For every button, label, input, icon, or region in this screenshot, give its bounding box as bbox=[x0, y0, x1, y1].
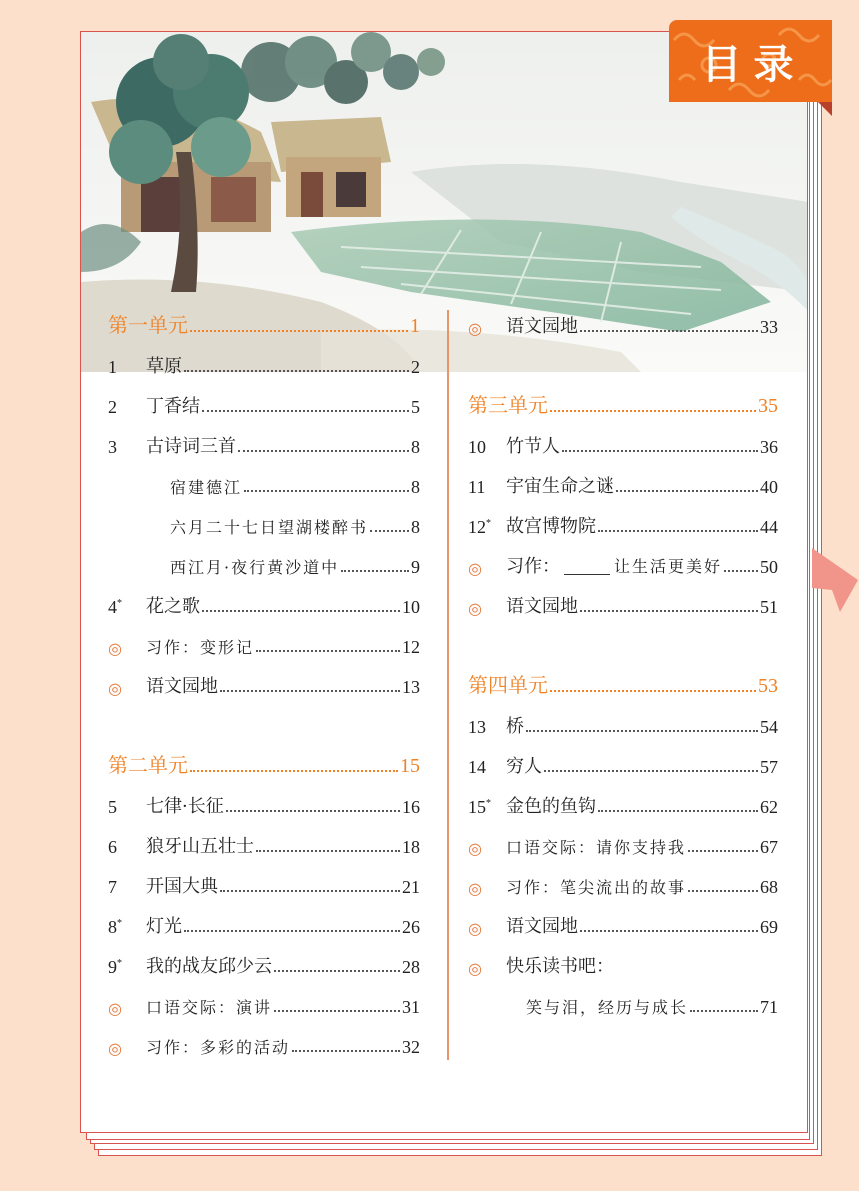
page-number: 1 bbox=[410, 315, 420, 337]
lesson-number bbox=[108, 917, 146, 938]
circle-mark-icon: ◎ bbox=[468, 879, 482, 898]
toc-header-tab bbox=[669, 20, 832, 102]
lesson-title: 穷人 bbox=[506, 756, 542, 777]
dot-leader bbox=[688, 890, 758, 892]
section-title: 口语交际：请你支持我 bbox=[506, 838, 687, 857]
toc-entry[interactable] bbox=[468, 512, 778, 538]
circle-mark-icon: ◎ bbox=[468, 599, 482, 618]
page-number: 13 bbox=[402, 677, 420, 697]
toc-entry[interactable] bbox=[468, 832, 778, 858]
dot-leader bbox=[256, 650, 400, 652]
hut bbox=[271, 117, 391, 217]
lesson-number-text: 11 bbox=[468, 477, 486, 497]
page-number: 68 bbox=[760, 877, 778, 897]
toc-entry[interactable] bbox=[108, 992, 420, 1018]
toc-entry[interactable] bbox=[108, 512, 420, 538]
optional-star: * bbox=[486, 798, 491, 809]
lesson-title: 开国大典 bbox=[146, 876, 218, 897]
lesson-title: 故宫博物院 bbox=[506, 516, 596, 537]
lesson-number-text: 4 bbox=[108, 597, 117, 617]
section-title bbox=[506, 552, 722, 578]
page-number: 5 bbox=[411, 397, 420, 417]
toc-entry[interactable] bbox=[108, 392, 420, 418]
lesson-title: 丁香结 bbox=[146, 396, 200, 417]
lesson-number-text: 13 bbox=[468, 717, 486, 737]
lesson-number bbox=[468, 797, 506, 818]
dot-leader bbox=[580, 610, 758, 612]
circle-mark-icon: ◎ bbox=[468, 839, 482, 858]
page-number: 69 bbox=[760, 917, 778, 937]
unit-title: 第二单元 bbox=[108, 753, 188, 777]
lesson-title: 桥 bbox=[506, 716, 524, 737]
page-number: 16 bbox=[402, 797, 420, 817]
dot-leader bbox=[220, 890, 400, 892]
optional-star: * bbox=[117, 958, 122, 969]
page-number: 9 bbox=[411, 557, 420, 577]
toc-entry[interactable] bbox=[108, 552, 420, 578]
lesson-number bbox=[108, 397, 146, 418]
section-title: 口语交际：演讲 bbox=[146, 998, 273, 1017]
lesson-number-text: 7 bbox=[108, 877, 117, 897]
lesson-title: 金色的鱼钩 bbox=[506, 796, 596, 817]
toc-entry[interactable] bbox=[108, 472, 420, 498]
dot-leader bbox=[244, 490, 409, 492]
page-number: 53 bbox=[758, 675, 778, 697]
lesson-title: 狼牙山五壮士 bbox=[146, 836, 254, 857]
toc-entry[interactable] bbox=[108, 632, 420, 658]
section-title: 语文园地 bbox=[146, 676, 218, 697]
page-number: 26 bbox=[402, 917, 420, 937]
page-number: 21 bbox=[402, 877, 420, 897]
page-number: 62 bbox=[760, 797, 778, 817]
toc-entry[interactable] bbox=[468, 792, 778, 818]
circle-mark-icon: ◎ bbox=[468, 319, 482, 338]
lesson-number bbox=[108, 437, 146, 458]
toc-entry[interactable] bbox=[108, 432, 420, 458]
tab-fold bbox=[818, 102, 832, 116]
section-title-suffix: 让生活更美好 bbox=[614, 557, 723, 576]
section-title: 语文园地 bbox=[506, 916, 578, 937]
lesson-number bbox=[108, 357, 146, 378]
unit-heading[interactable] bbox=[468, 672, 778, 698]
section-title: 习作：变形记 bbox=[146, 638, 255, 657]
page-number: 31 bbox=[402, 997, 420, 1017]
toc-entry[interactable] bbox=[108, 952, 420, 978]
lesson-number-text: 14 bbox=[468, 757, 486, 777]
section-title: 快乐读书吧： bbox=[506, 956, 614, 977]
unit-heading[interactable] bbox=[468, 392, 778, 418]
page-number: 54 bbox=[760, 717, 778, 737]
lesson-number-text: 5 bbox=[108, 797, 117, 817]
dot-leader bbox=[190, 770, 398, 772]
sub-title: 笑与泪，经历与成长 bbox=[526, 998, 689, 1017]
toc-entry[interactable] bbox=[468, 752, 778, 778]
lesson-title: 宇宙生命之谜 bbox=[506, 476, 614, 497]
dot-leader bbox=[190, 330, 408, 332]
optional-star: * bbox=[117, 918, 122, 929]
lesson-number-text: 12 bbox=[468, 517, 486, 537]
lesson-number bbox=[468, 717, 506, 738]
circle-mark-icon: ◎ bbox=[108, 679, 122, 698]
dot-leader bbox=[598, 530, 758, 532]
lesson-number-text: 2 bbox=[108, 397, 117, 417]
dot-leader bbox=[580, 930, 758, 932]
page-number: 8 bbox=[411, 517, 420, 537]
unit-heading[interactable] bbox=[108, 752, 420, 778]
section-title: 习作：多彩的活动 bbox=[146, 1038, 291, 1057]
lesson-number bbox=[108, 597, 146, 618]
sub-title: 宿建德江 bbox=[170, 478, 243, 497]
lesson-title: 草原 bbox=[146, 356, 182, 377]
optional-star: * bbox=[117, 598, 122, 609]
section-title: 语文园地 bbox=[506, 596, 578, 617]
page-number: 32 bbox=[402, 1037, 420, 1057]
toc-entry[interactable] bbox=[468, 432, 778, 458]
lesson-title: 我的战友邱少云 bbox=[146, 956, 272, 977]
dot-leader bbox=[292, 1050, 400, 1052]
lesson-number-text: 15 bbox=[468, 797, 486, 817]
page-number: 15 bbox=[400, 755, 420, 777]
page-number: 10 bbox=[402, 597, 420, 617]
circle-mark-icon: ◎ bbox=[108, 1039, 122, 1058]
page-number: 51 bbox=[760, 597, 778, 617]
dot-leader bbox=[688, 850, 758, 852]
dot-leader bbox=[238, 450, 409, 452]
dot-leader bbox=[226, 810, 400, 812]
lesson-number bbox=[468, 477, 506, 498]
sub-title: 六月二十七日望湖楼醉书 bbox=[170, 518, 369, 537]
dot-leader bbox=[562, 450, 758, 452]
page-number: 8 bbox=[411, 437, 420, 457]
lesson-number bbox=[108, 957, 146, 978]
lesson-number bbox=[468, 437, 506, 458]
circle-mark-icon: ◎ bbox=[468, 559, 482, 578]
dot-leader bbox=[184, 370, 409, 372]
toc-entry[interactable] bbox=[468, 712, 778, 738]
section-title: 语文园地 bbox=[506, 316, 578, 337]
page-number: 33 bbox=[760, 317, 778, 337]
lesson-number bbox=[468, 757, 506, 778]
dot-leader bbox=[202, 610, 400, 612]
page-edge-tab bbox=[810, 548, 859, 612]
toc-entry[interactable] bbox=[108, 1032, 420, 1058]
dot-leader bbox=[550, 690, 756, 692]
page-number: 2 bbox=[411, 357, 420, 377]
page-number: 40 bbox=[760, 477, 778, 497]
toc-entry[interactable] bbox=[468, 872, 778, 898]
dot-leader bbox=[274, 970, 400, 972]
toc-entry[interactable] bbox=[108, 832, 420, 858]
page-number: 44 bbox=[760, 517, 778, 537]
circle-mark-icon: ◎ bbox=[108, 999, 122, 1018]
section-title-prefix: 习作： bbox=[506, 556, 560, 577]
section-title: 习作：笔尖流出的故事 bbox=[506, 878, 687, 897]
lesson-number-text: 9 bbox=[108, 957, 117, 977]
toc-entry[interactable] bbox=[108, 912, 420, 938]
lesson-number-text: 6 bbox=[108, 837, 117, 857]
lesson-title: 七律·长征 bbox=[146, 796, 224, 817]
circle-mark-icon: ◎ bbox=[468, 919, 482, 938]
lesson-title: 灯光 bbox=[146, 916, 182, 937]
dot-leader bbox=[274, 1010, 400, 1012]
lesson-number bbox=[108, 837, 146, 858]
dot-leader bbox=[580, 330, 758, 332]
circle-mark-icon: ◎ bbox=[108, 639, 122, 658]
page-number: 12 bbox=[402, 637, 420, 657]
toc-entry[interactable] bbox=[468, 552, 778, 578]
toc-entry[interactable] bbox=[468, 992, 778, 1018]
dot-leader bbox=[550, 410, 756, 412]
page-number: 35 bbox=[758, 395, 778, 417]
dot-leader bbox=[256, 850, 400, 852]
page-number: 18 bbox=[402, 837, 420, 857]
lesson-number-text: 8 bbox=[108, 917, 117, 937]
toc-entry[interactable] bbox=[468, 952, 778, 978]
toc-entry[interactable] bbox=[468, 912, 778, 938]
dot-leader bbox=[724, 570, 758, 572]
optional-star: * bbox=[486, 518, 491, 529]
toc-title: 目录 bbox=[701, 41, 806, 88]
page-number: 71 bbox=[760, 997, 778, 1017]
page-number: 28 bbox=[402, 957, 420, 977]
dot-leader bbox=[220, 690, 400, 692]
toc-entry[interactable] bbox=[108, 592, 420, 618]
page-number: 50 bbox=[760, 557, 778, 577]
circle-mark-icon: ◎ bbox=[468, 959, 482, 978]
dot-leader bbox=[370, 530, 409, 532]
toc-entry[interactable] bbox=[468, 592, 778, 618]
lesson-number-text: 10 bbox=[468, 437, 486, 457]
lesson-title: 花之歌 bbox=[146, 596, 200, 617]
lesson-number bbox=[108, 877, 146, 898]
toc-entry[interactable] bbox=[108, 872, 420, 898]
lesson-number bbox=[108, 797, 146, 818]
page-number: 57 bbox=[760, 757, 778, 777]
unit-heading[interactable] bbox=[108, 312, 420, 338]
toc-entry[interactable] bbox=[108, 352, 420, 378]
page-number: 8 bbox=[411, 477, 420, 497]
dot-leader bbox=[544, 770, 758, 772]
fill-blank bbox=[564, 574, 610, 575]
toc-entry[interactable] bbox=[468, 472, 778, 498]
page-number: 67 bbox=[760, 837, 778, 857]
unit-title: 第三单元 bbox=[468, 393, 548, 417]
lesson-title: 古诗词三首 bbox=[146, 436, 236, 457]
lesson-number-text: 1 bbox=[108, 357, 117, 377]
dot-leader bbox=[341, 570, 409, 572]
page-number: 36 bbox=[760, 437, 778, 457]
dot-leader bbox=[184, 930, 400, 932]
unit-title: 第一单元 bbox=[108, 313, 188, 337]
dot-leader bbox=[616, 490, 758, 492]
toc-entry[interactable] bbox=[468, 312, 778, 338]
toc-entry[interactable] bbox=[108, 672, 420, 698]
lesson-title: 竹节人 bbox=[506, 436, 560, 457]
lesson-number bbox=[468, 517, 506, 538]
dot-leader bbox=[202, 410, 409, 412]
unit-title: 第四单元 bbox=[468, 673, 548, 697]
dot-leader bbox=[690, 1010, 758, 1012]
column-divider bbox=[447, 310, 449, 1060]
lesson-number-text: 3 bbox=[108, 437, 117, 457]
sub-title: 西江月·夜行黄沙道中 bbox=[170, 558, 340, 577]
toc-entry[interactable] bbox=[108, 792, 420, 818]
dot-leader bbox=[526, 730, 758, 732]
dot-leader bbox=[598, 810, 758, 812]
